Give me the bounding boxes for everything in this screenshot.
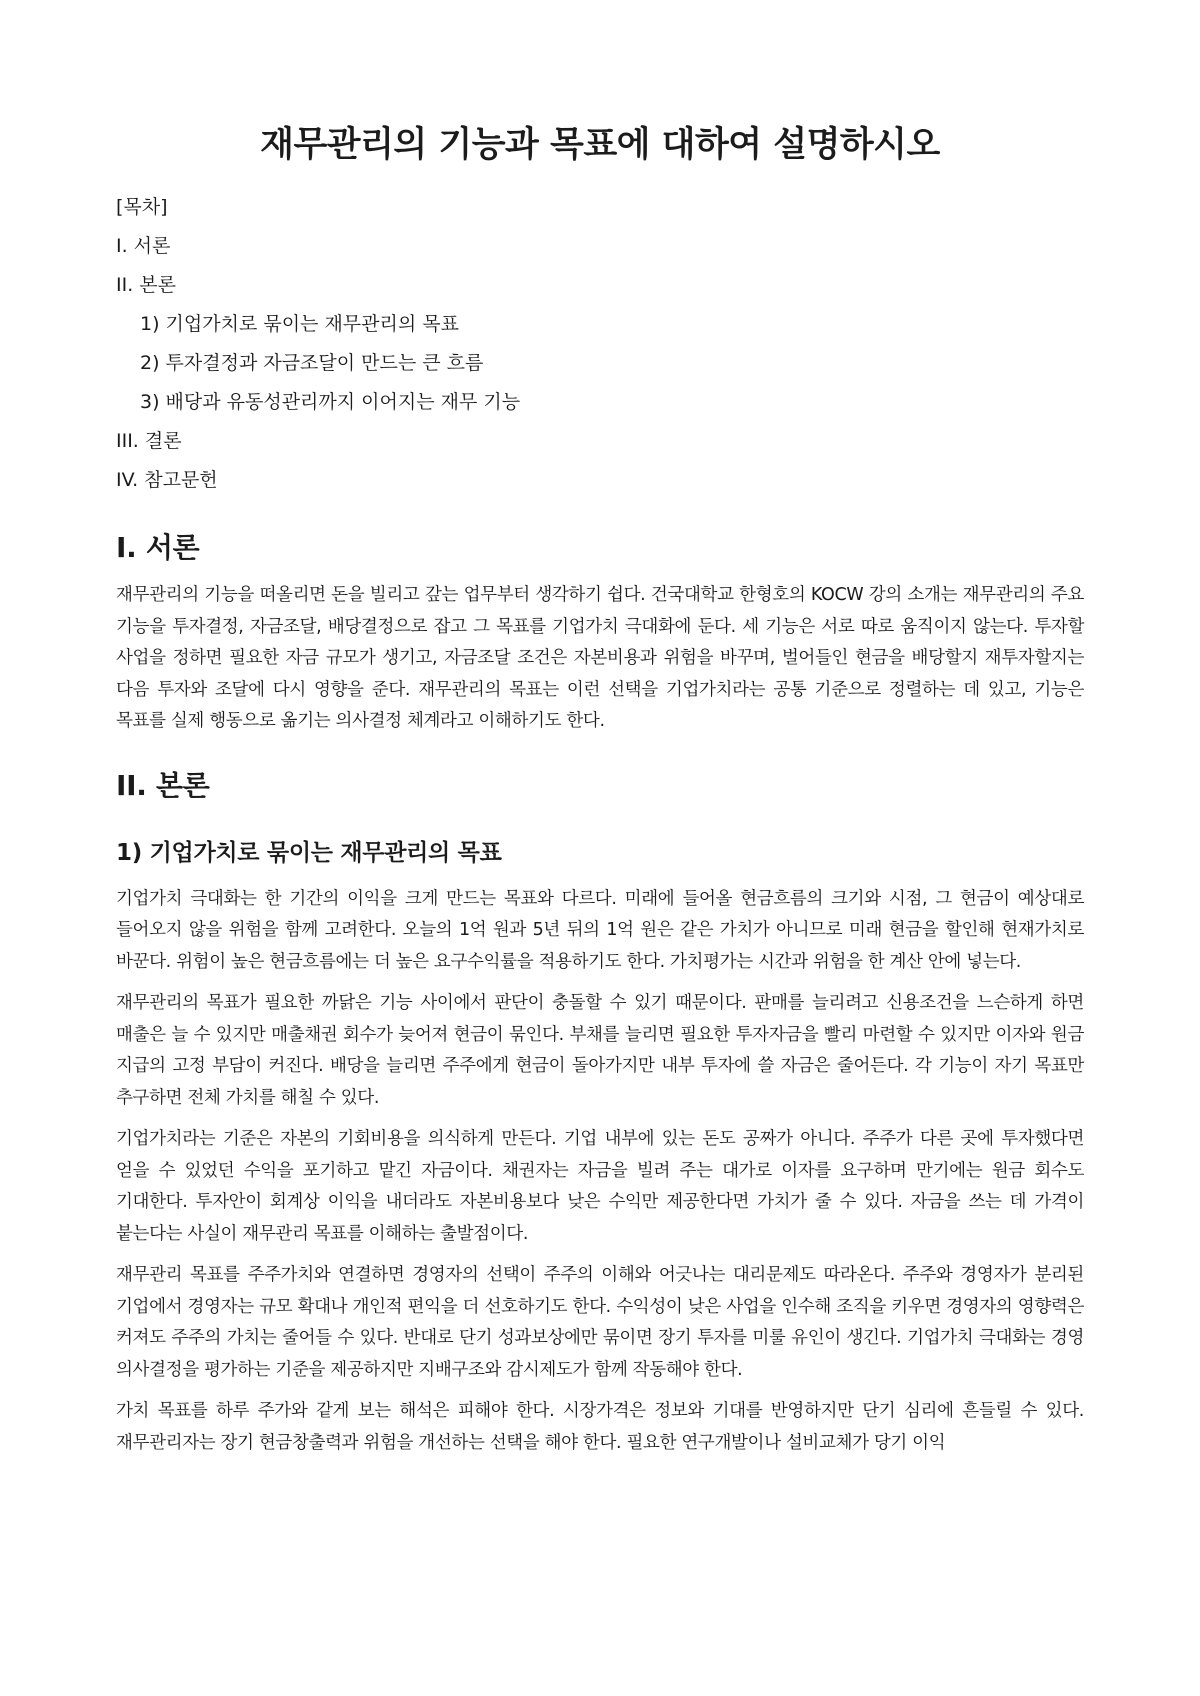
toc-item-conclusion: III. 결론	[116, 430, 182, 452]
subsection-1-heading: 1) 기업가치로 묶이는 재무관리의 목표	[116, 839, 502, 866]
subsection-1-paragraph-3: 기업가치라는 기준은 자본의 기회비용을 의식하게 만든다. 기업 내부에 있는 돈도 공짜가 아니다. 주주가 다른 곳에 투자했다면 얻을 수 있었던 수익을 포기하고 맡긴 자금이다. 채권자는 자금을 빌려 주는 대가로 이자를 요구하며 만기에는 원금 회수도 기대한다. 투자안이 회계상 이익을 내더라도 자본비용보다 낮은 수익만 제공한다면 가치가 줄 수 있다. 자금을 쓰는 데 가격이 붙는다는 사실이 재무관리 목표를 이해하는 출발점이다.	[116, 1129, 1084, 1244]
toc-item-references: IV. 참고문헌	[116, 469, 218, 491]
toc-item-intro: I. 서론	[116, 235, 171, 257]
intro-heading: I. 서론	[116, 531, 200, 564]
subsection-1-paragraph-4: 재무관리 목표를 주주가치와 연결하면 경영자의 선택이 주주의 이해와 어긋나는 대리문제도 따라온다. 주주와 경영자가 분리된 기업에서 경영자는 규모 확대나 개인적 편익을 더 선호하기도 한다. 수익성이 낮은 사업을 인수해 조직을 키우면 경영자의 영향력은 커져도 주주의 가치는 줄어들 수 있다. 반대로 단기 성과보상에만 묶이면 장기 투자를 미룰 유인이 생긴다. 기업가치 극대화는 경영 의사결정을 평가하는 기준을 제공하지만 지배구조와 감시제도가 함께 작동해야 한다.	[116, 1265, 1084, 1380]
subsection-1-paragraph-1: 기업가치 극대화는 한 기간의 이익을 크게 만드는 목표와 다르다. 미래에 들어올 현금흐름의 크기와 시점, 그 현금이 예상대로 들어오지 않을 위험을 함께 고려한다. 오늘의 1억 원과 5년 뒤의 1억 원은 같은 가치가 아니므로 미래 현금을 할인해 현재가치로 바꾼다. 위험이 높은 현금흐름에는 더 높은 요구수익률을 적용하기도 한다. 가치평가는 시간과 위험을 한 계산 안에 넣는다.	[116, 888, 1084, 972]
toc-item-body: II. 본론	[116, 274, 176, 296]
toc-item-body-sub2: 2) 투자결정과 자금조달이 만드는 큰 흐름	[140, 352, 484, 374]
toc-item-body-sub1: 1) 기업가치로 묶이는 재무관리의 목표	[140, 313, 459, 335]
toc-label: [목차]	[116, 196, 168, 218]
document-title: 재무관리의 기능과 목표에 대하여 설명하시오	[260, 125, 940, 165]
toc-item-body-sub3: 3) 배당과 유동성관리까지 이어지는 재무 기능	[140, 391, 521, 413]
table-of-contents	[116, 188, 1084, 500]
subsection-1-paragraph-2: 재무관리의 목표가 필요한 까닭은 기능 사이에서 판단이 충돌할 수 있기 때문이다. 판매를 늘리려고 신용조건을 느슨하게 하면 매출은 늘 수 있지만 매출채권 회수가 늦어져 현금이 묶인다. 부채를 늘리면 필요한 투자자금을 빨리 마련할 수 있지만 이자와 원금 지급의 고정 부담이 커진다. 배당을 늘리면 주주에게 현금이 돌아가지만 내부 투자에 쓸 자금은 줄어든다. 각 기능이 자기 목표만 추구하면 전체 가치를 해칠 수 있다.	[116, 993, 1084, 1108]
intro-paragraph: 재무관리의 기능을 떠올리면 돈을 빌리고 갚는 업무부터 생각하기 쉽다. 건국대학교 한형호의 KOCW 강의 소개는 재무관리의 주요 기능을 투자결정, 자금조달, 배당결정으로 잡고 그 목표를 기업가치 극대화에 둔다. 세 기능은 서로 따로 움직이지 않는다. 투자할 사업을 정하면 필요한 자금 규모가 생기고, 자금조달 조건은 자본비용과 위험을 바꾸며, 벌어들인 현금을 배당할지 재투자할지는 다음 투자와 조달에 다시 영향을 준다. 재무관리의 목표는 이런 선택을 기업가치라는 공통 기준으로 정렬하는 데 있고, 기능은 목표를 실제 행동으로 옮기는 의사결정 체계라고 이해하기도 한다.	[116, 585, 1084, 731]
body-heading: II. 본론	[116, 768, 210, 802]
subsection-1-paragraph-5: 가치 목표를 하루 주가와 같게 보는 해석은 피해야 한다. 시장가격은 정보와 기대를 반영하지만 단기 심리에 흔들릴 수 있다. 재무관리자는 장기 현금창출력과 위험을 개선하는 선택을 해야 한다. 필요한 연구개발이나 설비교체가 당기 이익	[116, 1401, 1084, 1453]
